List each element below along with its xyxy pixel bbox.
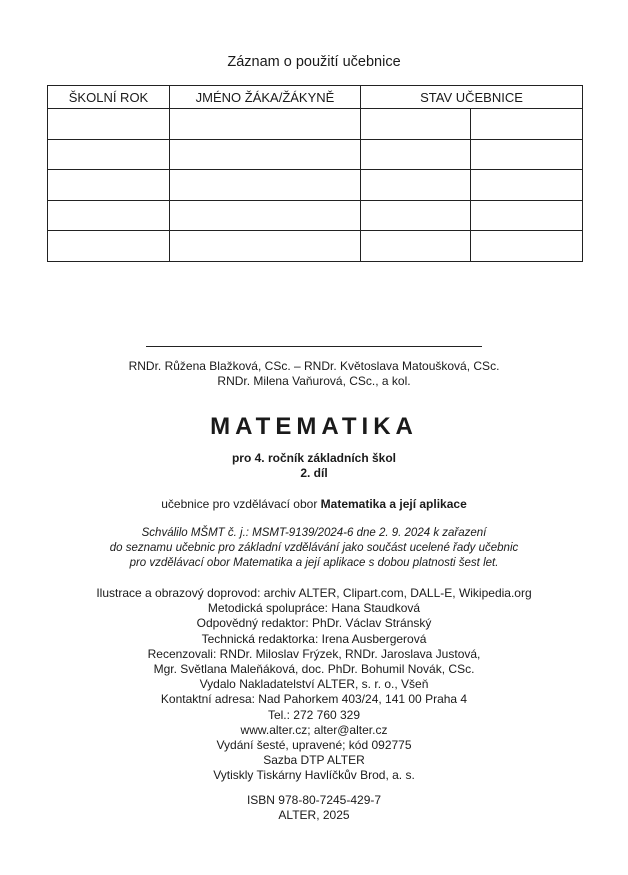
credit-line: Mgr. Světlana Maleňáková, doc. PhDr. Bohumil Novák, CSc. xyxy=(153,662,475,677)
part-line: 2. díl xyxy=(300,466,328,480)
empty-cell xyxy=(170,200,361,231)
credit-line: Metodická spolupráce: Hana Staudková xyxy=(207,601,421,616)
empty-cell xyxy=(170,139,361,170)
empty-cell xyxy=(170,231,361,262)
approval-notice xyxy=(0,526,628,571)
usage-record-table xyxy=(47,85,583,262)
table-row xyxy=(48,170,583,201)
table-row xyxy=(48,200,583,231)
authors-line: RNDr. Růžena Blažková, CSc. – RNDr. Květoslava Matoušková, CSc. xyxy=(128,359,500,373)
credit-line: Odpovědný redaktor: PhDr. Václav Stránský xyxy=(196,616,432,631)
approval-line: Schválilo MŠMT č. j.: MSMT-9139/2024-6 dne 2. 9. 2024 k zařazení xyxy=(141,527,487,539)
credit-line: www.alter.cz; alter@alter.cz xyxy=(240,722,388,737)
empty-cell xyxy=(48,139,170,170)
credit-line: Kontaktní adresa: Nad Pahorkem 403/24, 141 00 Praha 4 xyxy=(160,692,468,707)
credit-line: Vytiskly Tiskárny Havlíčkův Brod, a. s. xyxy=(213,768,415,783)
subject-prefix: učebnice pro vzdělávací obor xyxy=(161,497,321,511)
empty-cell xyxy=(471,170,583,201)
isbn-block xyxy=(0,793,628,823)
table-row xyxy=(48,231,583,262)
book-subtitle xyxy=(0,451,628,481)
credit-line: Vydání šesté, upravené; kód 092775 xyxy=(216,738,412,753)
header-school-year: ŠKOLNÍ ROK xyxy=(48,86,170,109)
empty-cell xyxy=(48,200,170,231)
authors xyxy=(0,359,628,389)
subject-line xyxy=(0,497,628,511)
table-row xyxy=(48,109,583,140)
empty-cell xyxy=(361,170,471,201)
divider-line xyxy=(146,346,482,347)
empty-cell xyxy=(471,139,583,170)
empty-cell xyxy=(361,109,471,140)
credit-line: Technická redaktorka: Irena Ausbergerová xyxy=(201,631,427,646)
empty-cell xyxy=(471,109,583,140)
empty-cell xyxy=(361,231,471,262)
isbn: ISBN 978-80-7245-429-7 xyxy=(246,793,382,807)
record-title: Záznam o použití učebnice xyxy=(227,54,401,70)
credits xyxy=(0,586,628,784)
book-title: MATEMATIKA xyxy=(210,413,418,440)
subject-name: Matematika a její aplikace xyxy=(320,497,467,511)
empty-cell xyxy=(361,139,471,170)
empty-cell xyxy=(170,170,361,201)
table-row xyxy=(48,139,583,170)
credit-line: Sazba DTP ALTER xyxy=(263,753,365,768)
empty-cell xyxy=(48,170,170,201)
authors-line: RNDr. Milena Vaňurová, CSc., a kol. xyxy=(217,374,411,388)
credit-line: Recenzovali: RNDr. Miloslav Frýzek, RNDr. Jaroslava Justová, xyxy=(147,646,481,661)
approval-line: do seznamu učebnic pro základní vzdělávání jako součást ucelené řady učebnic xyxy=(109,542,519,554)
grade-line: pro 4. ročník základních škol xyxy=(231,451,397,465)
empty-cell xyxy=(170,109,361,140)
credit-line: Vydalo Nakladatelství ALTER, s. r. o., Všeň xyxy=(199,677,429,692)
empty-cell xyxy=(48,231,170,262)
header-student-name: JMÉNO ŽÁKA/ŽÁKYNĚ xyxy=(170,86,361,109)
empty-cell xyxy=(471,231,583,262)
credit-line: Tel.: 272 760 329 xyxy=(267,707,361,722)
record-rows xyxy=(48,109,583,262)
publisher-year: ALTER, 2025 xyxy=(278,808,350,822)
empty-cell xyxy=(471,200,583,231)
approval-line: pro vzdělávací obor Matematika a její aplikace s dobou platnosti šest let. xyxy=(129,557,499,569)
empty-cell xyxy=(361,200,471,231)
empty-cell xyxy=(48,109,170,140)
credit-line: Ilustrace a obrazový doprovod: archiv ALTER, Clipart.com, DALL-E, Wikipedia.org xyxy=(96,586,532,600)
header-book-condition: STAV UČEBNICE xyxy=(361,86,583,109)
table-header-row xyxy=(48,86,583,109)
